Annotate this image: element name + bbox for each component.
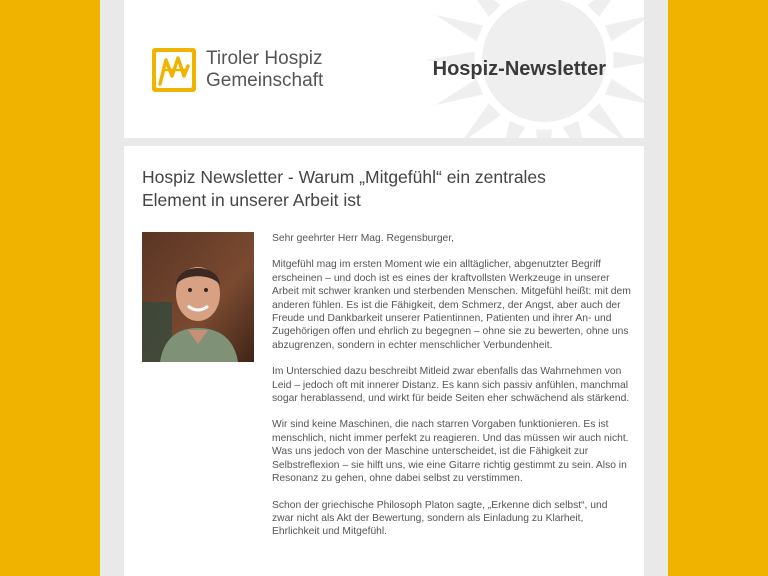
sun-ray xyxy=(435,15,483,41)
newsletter-frame xyxy=(100,0,668,576)
sun-ray xyxy=(435,79,483,105)
sun-ray xyxy=(605,15,644,41)
logo-line-1: Tiroler Hospiz xyxy=(206,48,323,69)
sun-ray xyxy=(563,121,589,138)
salutation: Sehr geehrter Herr Mag. Regensburger, xyxy=(272,233,455,244)
article-title: Hospiz Newsletter - Warum „Mitgefühl“ ein zentrales Element in unserer Arbeit ist xyxy=(142,167,546,210)
sun-ray xyxy=(587,103,627,138)
article-content xyxy=(124,146,644,576)
newsletter-header xyxy=(124,0,644,138)
newsletter-label: Hospiz-Newsletter xyxy=(432,58,606,80)
logo-line-2: Gemeinschaft xyxy=(206,70,324,91)
paragraph: Schon der griechische Philosoph Platon sagte, „Erkenne dich selbst“, und zwar nicht als Akt der Bewertung, sondern als Einladung zu Klarheit, Ehrlichkeit und Mitgefühl. xyxy=(272,499,608,538)
sun-ray xyxy=(461,0,501,17)
sun-ray xyxy=(605,79,644,105)
paragraph: Mitgefühl mag im ersten Moment wie ein alltäglicher, abgenutzter Begriff erscheinen – und doch ist es eines der kraftvollsten Werkzeuge in unserer Arbeit mit schwer kranken und sterbenden Menschen. Mitgefühl heißt: mit dem anderen fühlen. Es ist die Fähigkeit, dem Schmerz, der Angst, aber auch der Freude und Dankbarkeit unserer Patientinnen, Patienten und ihrer An- und Zugehörigen offen und ehrlich zu begegnen – ohne sie zu bewerten, ohne uns abzugrenzen, sondern in echter menschlicher Verbundenheit. xyxy=(272,259,631,351)
sun-ray xyxy=(536,129,553,138)
paragraph: Im Unterschied dazu beschreibt Mitleid zwar ebenfalls das Wahrnehmen von Leid – jedoch oft mit innerer Distanz. Es kann sich passiv anfühlen, manchmal sogar herablassend, und wirkt für beide Seiten eher schwächend als stärkend. xyxy=(272,366,630,405)
sun-ray xyxy=(499,121,525,138)
logo-text xyxy=(206,48,323,92)
sun-ray xyxy=(587,0,627,17)
sun-ray xyxy=(461,103,501,138)
paragraph: Wir sind keine Maschinen, die nach starren Vorgaben funktionieren. Es ist menschlich, nicht immer perfekt zu reagieren. Und das müssen wir auch nicht. Was uns jedoch von der Maschine unterscheidet, ist die Fähigkeit zur Selbstreflexion – sie hilft uns, wie eine Gitarre richtig gestimmt zu sein. Also in Resonanz zu gehen, ohne dabei selbst zu verstimmen. xyxy=(272,419,629,485)
article-body xyxy=(272,232,632,552)
portrait-photo xyxy=(142,232,254,362)
hospiz-logo-icon xyxy=(150,46,198,94)
hospiz-logo[interactable] xyxy=(150,46,323,94)
sun-ray xyxy=(613,52,644,69)
